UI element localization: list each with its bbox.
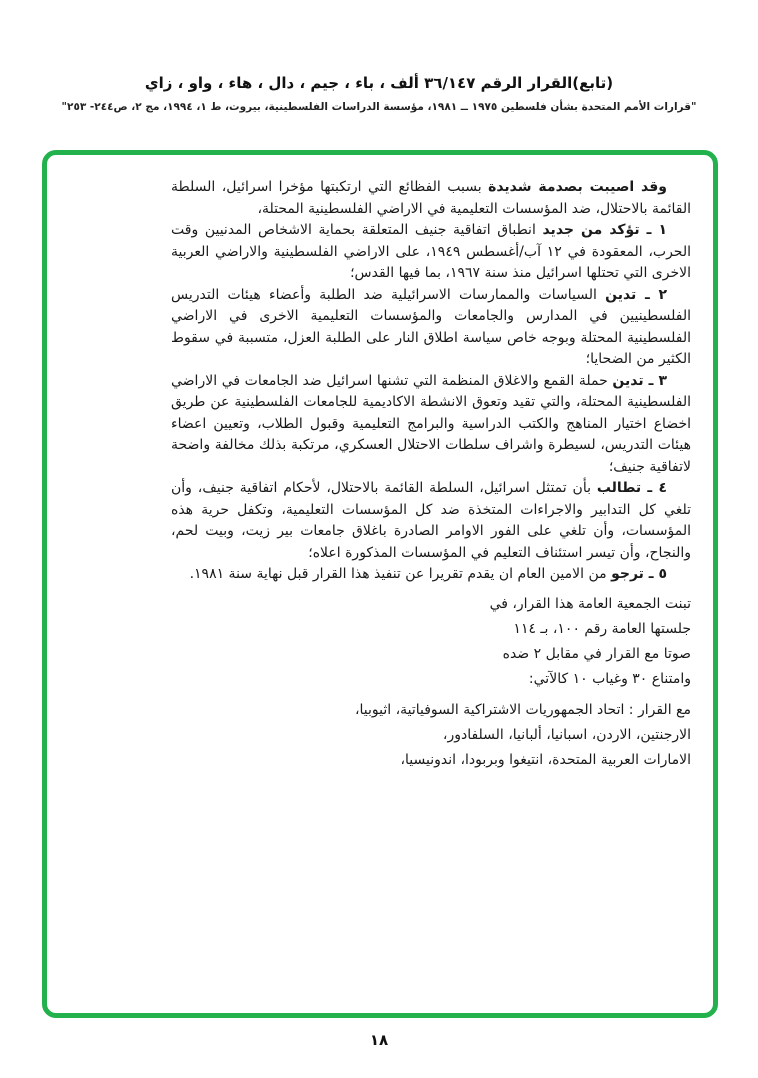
paragraph-body: بأن تمتثل اسرائيل، السلطة القائمة بالاحتلال، لأحكام اتفاقية جنيف، وأن تلغي كل التدابير والاجراءات المتخذة ضد كل المؤسسات التعليمية، وتكفل حرية هذه المؤسسات، وأن تلغي على الفور الاوامر الصادرة باغلاق جامعات بير زيت، وبيت لحم، والنجاح، وأن تيسر استئناف التعليم في المؤسسات المذكورة اعلاه؛ [171,480,691,561]
vote-line: الامارات العربية المتحدة، انتيغوا وبربودا، اندونيسيا، [400,751,691,768]
note-line: جلستها العامة رقم ١٠٠، بـ ١١٤ [513,620,691,637]
resolution-text [171,177,691,773]
paragraph-preamble [171,177,691,220]
vote-list [171,698,691,773]
resolution-frame [42,150,718,1018]
document-header [0,74,758,113]
paragraph-lead: ١ ـ تؤكد من جديد [542,222,667,238]
paragraph-body: حملة القمع والاغلاق المنظمة التي تشنها اسرائيل ضد الجامعات في الاراضي الفلسطينية المحتلة، والتي تقيد وتعوق الانشطة الاكاديمية للجامعات الفلسطينية عن طريق اخضاع اختيار المناهج والكتب الدراسية والبرامج التعليمية وقبول الطلاب، وتعيين اعضاء هيئات التدريس، لسيطرة واشراف سلطات الاحتلال العسكري، مرتكبة بذلك مخالفة واضحة لاتفاقية جنيف؛ [171,372,691,475]
document-source: "قرارات الأمم المتحدة بشأن فلسطين ١٩٧٥ ــ ١٩٨١، مؤسسة الدراسات الفلسطينية، بيروت، ط ١، ١٩٩٤، مج ٢، ص٢٤٤- ٢٥٣" [61,101,697,113]
vote-line: الارجنتين، الاردن، اسبانيا، ألبانيا، السلفادور، [442,726,691,743]
note-line: تبنت الجمعية العامة هذا القرار، في [489,595,691,612]
paragraph-lead: ٤ ـ تطالب [596,480,667,496]
paragraph-operative-5 [171,564,691,586]
paragraph-operative-3 [171,371,691,479]
page-number: ١٨ [369,1031,389,1049]
page-footer [0,1031,758,1049]
note-line: صوتا مع القرار في مقابل ٢ ضده [502,645,691,662]
paragraph-lead: ٣ ـ تدين [612,372,667,389]
paragraph-body: من الامين العام ان يقدم تقريرا عن تنفيذ هذا القرار قبل نهاية سنة ١٩٨١. [189,566,612,582]
adoption-note [171,592,691,692]
paragraph-body: السياسات والممارسات الاسرائيلية ضد الطلبة وأعضاء هيئات التدريس الفلسطينيين في المدارس والجامعات والمؤسسات التعليمية الاخرى في الاراضي الفلسطينية المحتلة وبوجه خاص سياسة اطلاق النار على الطلبة العزل، متسببة في سقوط الكثير من الضحايا؛ [171,286,691,367]
note-line: وامتناع ٣٠ وغياب ١٠ كالآتي: [528,670,691,687]
paragraph-lead: ٥ ـ ترجو [611,566,667,582]
paragraph-lead: وقد اصيبت بصدمة شديدة [488,179,667,195]
paragraph-operative-1 [171,220,691,285]
paragraph-body: انطباق اتفاقية جنيف المتعلقة بحماية الاشخاص المدنيين وقت الحرب، المعقودة في ١٢ آب/أغسطس ١٩٤٩، على الاراضي الفلسطينية والاراضي العربية الاخرى التي تحتلها اسرائيل منذ سنة ١٩٦٧، بما فيها القدس؛ [171,222,691,281]
document-title: (تابع)القرار الرقم ٣٦/١٤٧ ألف ، باء ، جيم ، دال ، هاء ، واو ، زاي [144,74,614,92]
paragraph-operative-2 [171,285,691,371]
paragraph-operative-4 [171,478,691,564]
paragraph-body: بسبب الفظائع التي ارتكبتها مؤخرا اسرائيل، السلطة القائمة بالاحتلال، ضد المؤسسات التعليمية في الاراضي الفلسطينية المحتلة، [171,179,691,217]
vote-line: مع القرار : اتحاد الجمهوريات الاشتراكية السوفياتية، اثيوبيا، [354,701,691,718]
paragraph-lead: ٢ ـ تدين [605,286,667,303]
